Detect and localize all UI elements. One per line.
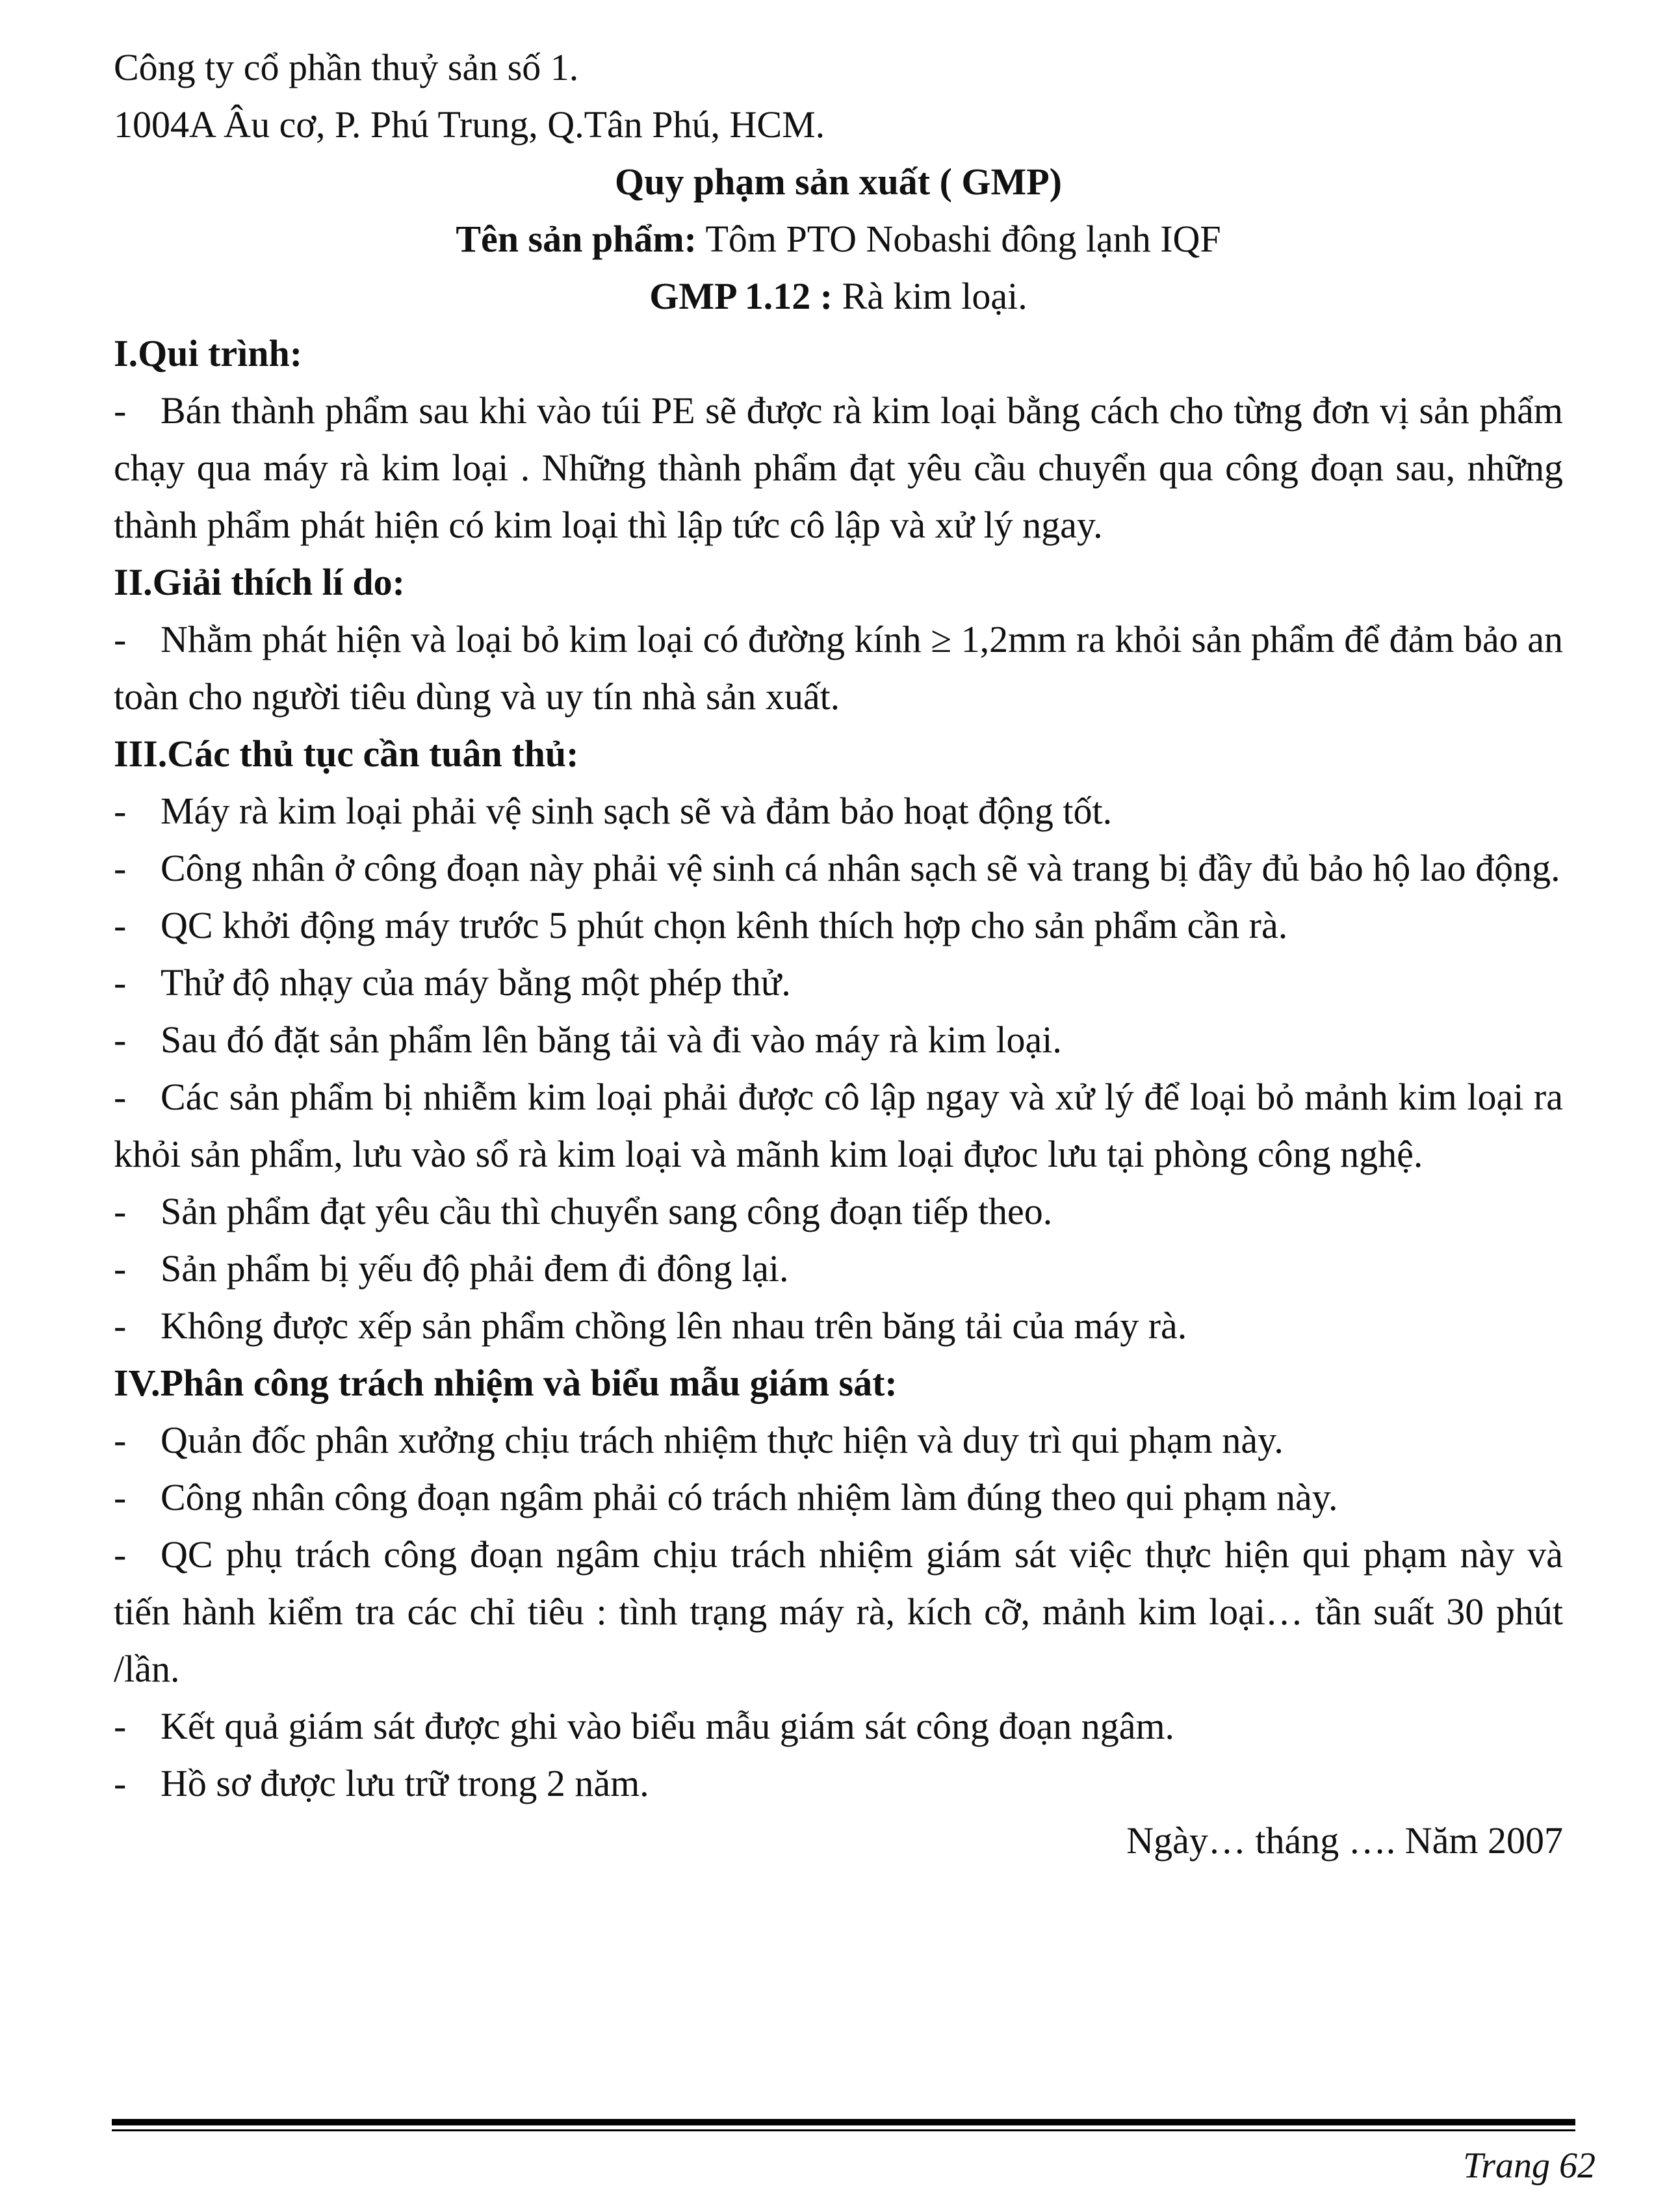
dash-marker: - (114, 389, 127, 432)
list-item (114, 897, 1563, 954)
document-body (114, 39, 1563, 1869)
list-item-text: Hồ sơ được lưu trữ trong 2 năm. (161, 1762, 649, 1804)
list-item-text: Sau đó đặt sản phẩm lên băng tải và đi vào máy rà kim loại. (161, 1019, 1062, 1061)
list-item (114, 954, 1563, 1011)
list-item (114, 783, 1563, 840)
dash-marker: - (114, 618, 127, 660)
dash-marker: - (114, 1305, 127, 1347)
dash-marker: - (114, 1190, 127, 1232)
gmp-line (114, 268, 1563, 325)
list-item (114, 1069, 1563, 1183)
list-item (114, 1698, 1563, 1755)
section-4-title: IV.Phân công trách nhiệm và biểu mẫu giám sát: (114, 1362, 898, 1404)
list-item-text: Kết quả giám sát được ghi vào biểu mẫu giám sát công đoạn ngâm. (161, 1705, 1175, 1747)
list-item-text: Các sản phẩm bị nhiễm kim loại phải được cô lập ngay và xử lý để loại bỏ mảnh kim loại ra khỏi sản phẩm, lưu vào sổ rà kim loại và mãnh kim loại đựoc lưu tại phòng công nghệ. (114, 1076, 1563, 1175)
date-line: Ngày… tháng …. Năm 2007 (1126, 1819, 1563, 1862)
list-item-text: QC khởi động máy trước 5 phút chọn kênh thích hợp cho sản phẩm cần rà. (161, 904, 1288, 946)
company-address: 1004A Âu cơ, P. Phú Trung, Q.Tân Phú, HCM. (114, 103, 825, 146)
document-title: Quy phạm sản xuất ( GMP) (614, 161, 1062, 203)
dash-marker: - (114, 1076, 127, 1118)
list-item (114, 1011, 1563, 1069)
list-item-text: Công nhân công đoạn ngâm phải có trách nhiệm làm đúng theo qui phạm này. (161, 1476, 1338, 1518)
list-item (114, 1297, 1563, 1355)
list-item-text: Máy rà kim loại phải vệ sinh sạch sẽ và đảm bảo hoạt động tốt. (161, 790, 1113, 832)
dash-marker: - (114, 1476, 127, 1518)
product-line (114, 211, 1563, 268)
section-2-title: II.Giải thích lí do: (114, 561, 405, 603)
dash-marker: - (114, 1762, 127, 1804)
list-item (114, 1469, 1563, 1526)
gmp-label: GMP 1.12 : (649, 275, 833, 317)
product-value: Tôm PTO Nobashi đông lạnh IQF (697, 218, 1221, 260)
dash-marker: - (114, 1705, 127, 1747)
list-item-text: Không được xếp sản phẩm chồng lên nhau trên băng tải của máy rà. (161, 1305, 1187, 1347)
list-item-text: Thử độ nhạy của máy bằng một phép thử. (161, 961, 791, 1004)
section-1-body: Bán thành phẩm sau khi vào túi PE sẽ được rà kim loại bằng cách cho từng đơn vị sản phẩm chạy qua máy rà kim loại . Những thành phẩm đạt yêu cầu chuyển qua công đoạn sau, những thành phẩm phát hiện có kim loại thì lập tức cô lập và xử lý ngay. (114, 389, 1563, 546)
page-number: Trang 62 (1463, 2146, 1596, 2186)
list-item (114, 1240, 1563, 1297)
list-item (114, 1755, 1563, 1812)
list-item-text: Sản phẩm đạt yêu cầu thì chuyển sang công đoạn tiếp theo. (161, 1190, 1053, 1232)
company-name: Công ty cổ phần thuỷ sản số 1. (114, 46, 579, 88)
section-1-text (114, 382, 1563, 554)
product-label: Tên sản phẩm: (456, 218, 697, 260)
list-item (114, 840, 1563, 897)
dash-marker: - (114, 1533, 127, 1576)
dash-marker: - (114, 1419, 127, 1461)
footer-rule-thick (112, 2119, 1575, 2125)
section-2-body: Nhằm phát hiện và loại bỏ kim loại có đường kính ≥ 1,2mm ra khỏi sản phẩm để đảm bảo an toàn cho người tiêu dùng và uy tín nhà sản xuất. (114, 618, 1563, 718)
list-item-text: Sản phẩm bị yếu độ phải đem đi đông lại. (161, 1247, 789, 1290)
dash-marker: - (114, 1247, 127, 1290)
dash-marker: - (114, 847, 127, 889)
section-3-title: III.Các thủ tục cần tuân thủ: (114, 733, 579, 775)
list-item-text: Quản đốc phân xưởng chịu trách nhiệm thực hiện và duy trì qui phạm này. (161, 1419, 1284, 1461)
list-item (114, 1412, 1563, 1469)
section-2-text (114, 611, 1563, 725)
dash-marker: - (114, 961, 127, 1004)
gmp-value: Rà kim loại. (833, 275, 1027, 317)
list-item (114, 1526, 1563, 1698)
dash-marker: - (114, 904, 127, 946)
dash-marker: - (114, 1019, 127, 1061)
footer-rule-thin (112, 2129, 1575, 2131)
list-item-text: QC phụ trách công đoạn ngâm chịu trách nhiệm giám sát việc thực hiện qui phạm này và tiến hành kiểm tra các chỉ tiêu : tình trạng máy rà, kích cỡ, mảnh kim loại… tần suất 30 phút /lần. (114, 1533, 1563, 1690)
list-item (114, 1183, 1563, 1240)
section-1-title: I.Qui trình: (114, 332, 303, 374)
list-item-text: Công nhân ở công đoạn này phải vệ sinh cá nhân sạch sẽ và trang bị đầy đủ bảo hộ lao động. (161, 847, 1560, 889)
dash-marker: - (114, 790, 127, 832)
